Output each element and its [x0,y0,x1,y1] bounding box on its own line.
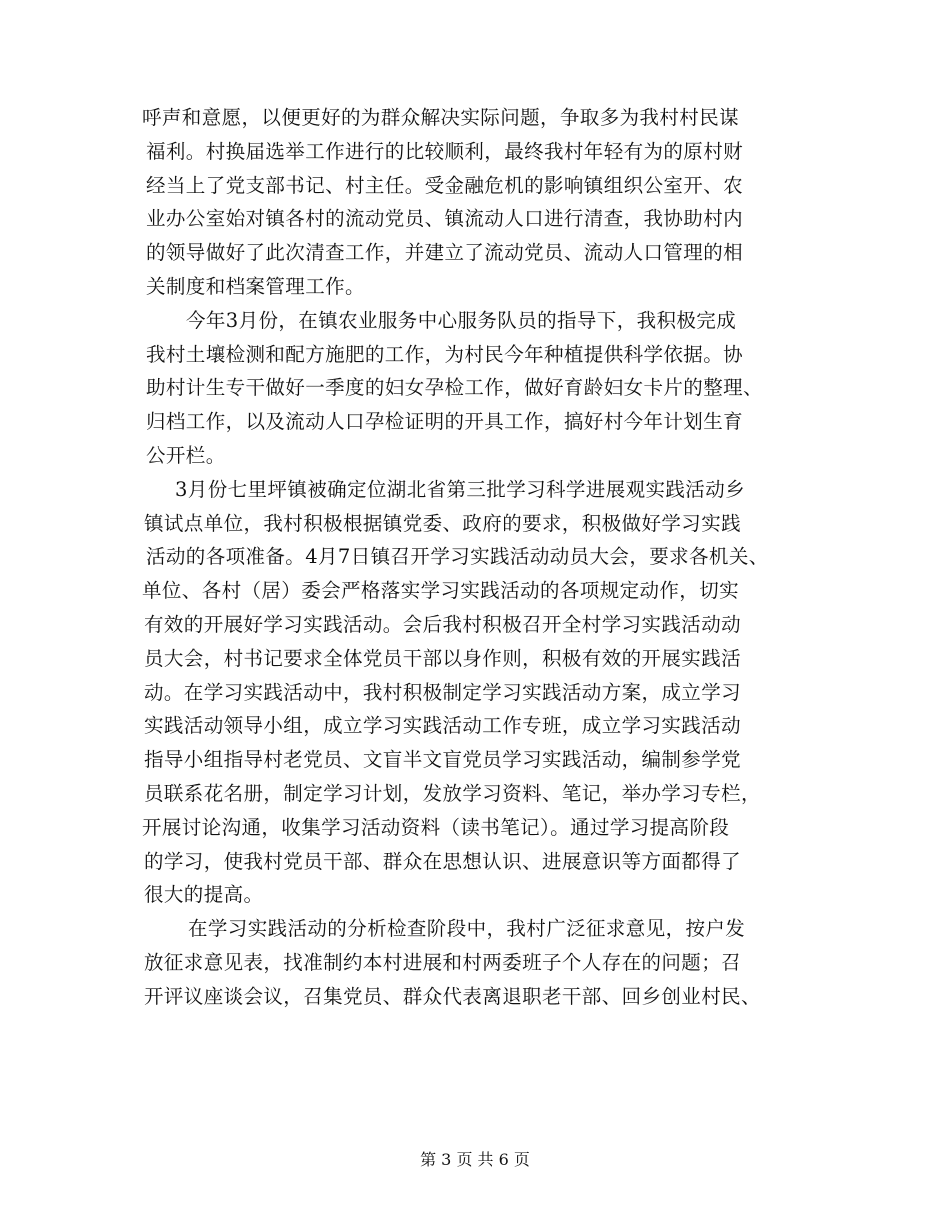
text-line: 3月份七里坪镇被确定位湖北省第三批学习科学进展观实践活动乡 [175,477,746,501]
text-line: 实践活动领导小组，成立学习实践活动工作专班，成立学习实践活动 [144,714,742,738]
text-line: 指导小组指导村老党员、文盲半文盲党员学习实践活动，编制参学党 [144,748,742,772]
text-line: 我村土壤检测和配方施肥的工作，为村民今年种植提供科学依据。协 [146,342,744,366]
text-line: 呼声和意愿，以便更好的为群众解决实际问题，争取多为我村村民谋 [142,106,740,129]
text-line: 的领导做好了此次清查工作，并建立了流动党员、流动人口管理的相 [146,241,744,265]
text-line: 开展讨论沟通，收集学习活动资料（读书笔记）。通过学习提高阶段 [142,815,730,839]
body-text [142,101,822,1014]
text-line: 业办公室始对镇各村的流动党员、镇流动人口进行清查，我协助村内 [146,207,744,231]
text-line: 有效的开展好学习实践活动。会后我村积极召开全村学习实践活动动 [144,612,742,636]
text-line: 镇试点单位，我村积极根据镇党委、政府的要求，积极做好学习实践 [144,511,742,535]
text-line: 归档工作，以及流动人口孕检证明的开具工作，搞好村今年计划生育 [146,410,744,434]
text-line: 经当上了党支部书记、村主任。受金融危机的影响镇组织公室开、农 [146,173,744,197]
text-line: 今年3月份，在镇农业服务中心服务队员的指导下，我积极完成 [186,308,737,332]
text-line: 关制度和档案管理工作。 [146,274,365,298]
text-line: 员大会，村书记要求全体党员干部以身作则，积极有效的开展实践活 [144,646,742,670]
page-number-footer: 第 3 页 共 6 页 [420,1150,530,1169]
text-line: 放征求意见表，找准制约本村进展和村两委班子个人存在的问题；召 [144,950,742,974]
text-line: 公开栏。 [146,443,226,467]
text-line: 福利。村换届选举工作进行的比较顺利，最终我村年轻有为的原村财 [146,139,744,163]
text-line: 开评议座谈会议，召集党员、群众代表离退职老干部、回乡创业村民、 [144,984,761,1008]
text-line: 在学习实践活动的分析检查阶段中，我村广泛征求意见，按户发 [188,917,746,941]
text-line: 的学习，使我村党员干部、群众在思想认识、进展意识等方面都得了 [144,849,742,873]
text-line: 助村计生专干做好一季度的妇女孕检工作，做好育龄妇女卡片的整理、 [146,376,763,400]
text-line: 员联系花名册，制定学习计划，发放学习资料、笔记，举办学习专栏， [144,781,761,805]
text-line: 单位、各村（居）委会严格落实学习实践活动的各项规定动作，切实 [142,579,740,603]
text-line: 动。在学习实践活动中，我村积极制定学习实践活动方案，成立学习 [144,680,742,704]
text-line: 很大的提高。 [144,883,264,907]
text-line: 活动的各项准备。4月7日镇召开学习实践活动动员大会，要求各机关、 [146,545,769,569]
